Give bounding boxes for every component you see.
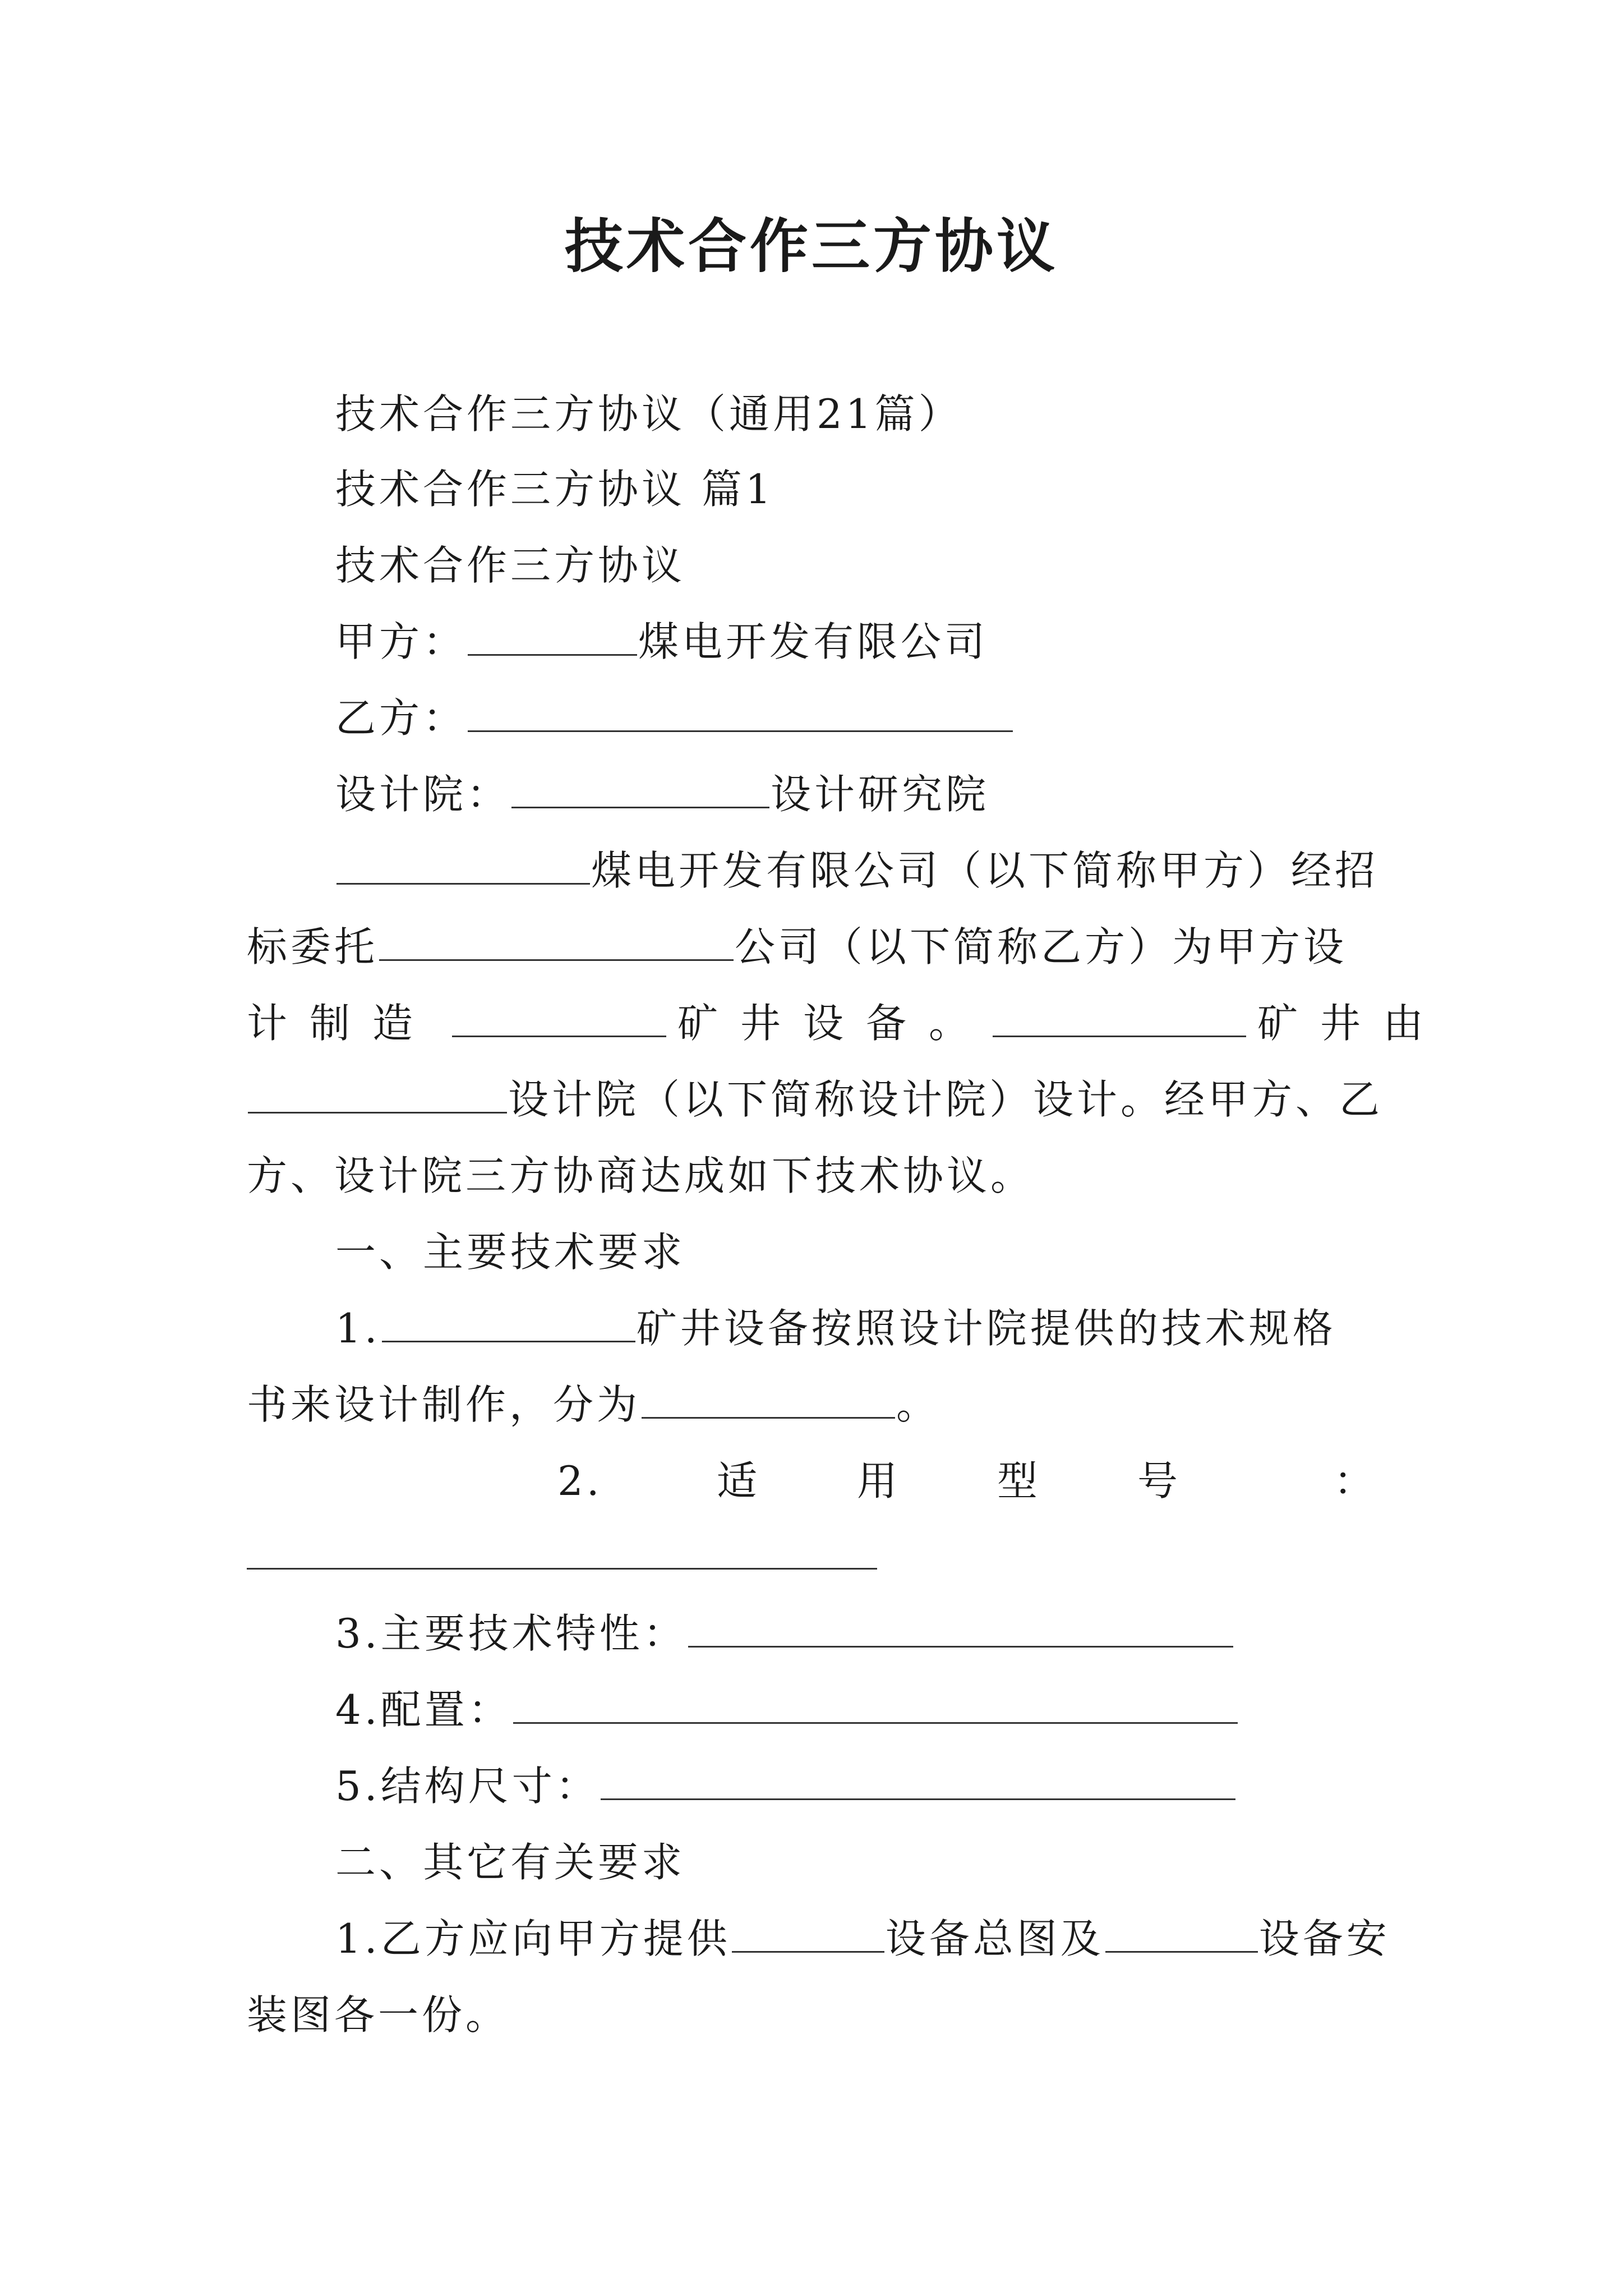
item6-blank-1 — [732, 1916, 884, 1953]
item2-number: 2. — [557, 1457, 603, 1504]
institute-label: 设计院： — [335, 771, 511, 818]
para1-text-2b: 公司（以下简称乙方）为甲方设 — [735, 923, 1348, 970]
para1-text-3a: 计制造 — [247, 1000, 436, 1047]
item5-blank — [601, 1764, 1235, 1800]
item5-label: 5.结构尺寸： — [335, 1763, 600, 1810]
item1-blank — [382, 1306, 635, 1342]
item2-blank — [247, 1568, 877, 1570]
item6-blank-2 — [1105, 1916, 1258, 1953]
para1-text-4: 设计院（以下简称设计院）设计。经甲方、乙 — [508, 1076, 1384, 1123]
item6-text-a: 1.乙方应向甲方提供 — [335, 1915, 731, 1962]
para1-line2 — [247, 919, 1347, 975]
institute-blank-2 — [248, 1077, 507, 1114]
item1-type-blank — [642, 1382, 895, 1419]
party-b-line — [335, 690, 1014, 746]
item3-blank — [688, 1611, 1233, 1648]
equipment-blank — [452, 1001, 666, 1037]
item2-colon: ： — [1334, 1457, 1378, 1504]
para1-line3 — [247, 995, 1446, 1051]
para1-line1 — [335, 843, 1378, 899]
item6-line2: 装图各一份。 — [247, 1991, 510, 2039]
item1-line1 — [335, 1300, 1336, 1356]
institute-blank — [511, 772, 769, 808]
mine-blank — [993, 1001, 1246, 1037]
piece-heading: 技术合作三方协议 篇1 — [335, 466, 774, 513]
item4-label: 4.配置： — [335, 1686, 512, 1733]
item3-label: 3.主要技术特性： — [335, 1610, 687, 1657]
party-a-label: 甲方： — [335, 618, 467, 665]
item6-text-c: 设备安 — [1258, 1915, 1390, 1962]
item3-line — [335, 1605, 1234, 1662]
company-blank-2 — [379, 924, 734, 961]
para1-line5: 方、设计院三方协商达成如下技术协议。 — [247, 1152, 1035, 1199]
party-a-blank — [468, 619, 637, 656]
item6-line1 — [335, 1911, 1390, 1967]
para1-text-3c: 矿井由 — [1257, 1000, 1446, 1047]
item1-period: 。 — [896, 1381, 940, 1428]
agreement-name: 技术合作三方协议 — [335, 542, 686, 589]
institute-suffix: 设计研究院 — [771, 771, 990, 818]
item1-text-2: 书来设计制作，分为 — [247, 1381, 641, 1428]
institute-line — [335, 766, 989, 822]
section-2-heading: 二、其它有关要求 — [335, 1839, 686, 1886]
item2-char-2: 用 — [857, 1457, 901, 1504]
company-blank-1 — [336, 848, 590, 885]
item4-line — [335, 1682, 1239, 1738]
item1-line2 — [247, 1377, 940, 1433]
para1-text-1: 煤电开发有限公司（以下简称甲方）经招 — [591, 847, 1379, 894]
item2-char-4: 号 — [1137, 1457, 1182, 1504]
party-b-label: 乙方： — [335, 694, 467, 742]
party-a-suffix: 煤电开发有限公司 — [638, 618, 989, 665]
item5-line — [335, 1758, 1237, 1814]
para1-text-3b: 矿井设备。 — [677, 1000, 992, 1047]
item2-char-1: 适 — [717, 1457, 761, 1504]
section-1-heading: 一、主要技术要求 — [335, 1228, 686, 1276]
document-title: 技术合作三方协议 — [564, 211, 1058, 280]
subtitle: 技术合作三方协议（通用21篇） — [335, 390, 962, 438]
party-b-blank — [468, 696, 1013, 732]
item1-number: 1. — [335, 1305, 381, 1352]
para1-line4 — [247, 1071, 1383, 1128]
party-a-line — [335, 614, 988, 670]
para1-text-2a: 标委托 — [247, 923, 379, 970]
item4-blank — [513, 1687, 1238, 1724]
item1-text-1: 矿井设备按照设计院提供的技术规格 — [636, 1305, 1336, 1352]
item2-char-3: 型 — [997, 1457, 1041, 1504]
item6-text-b: 设备总图及 — [885, 1915, 1104, 1962]
